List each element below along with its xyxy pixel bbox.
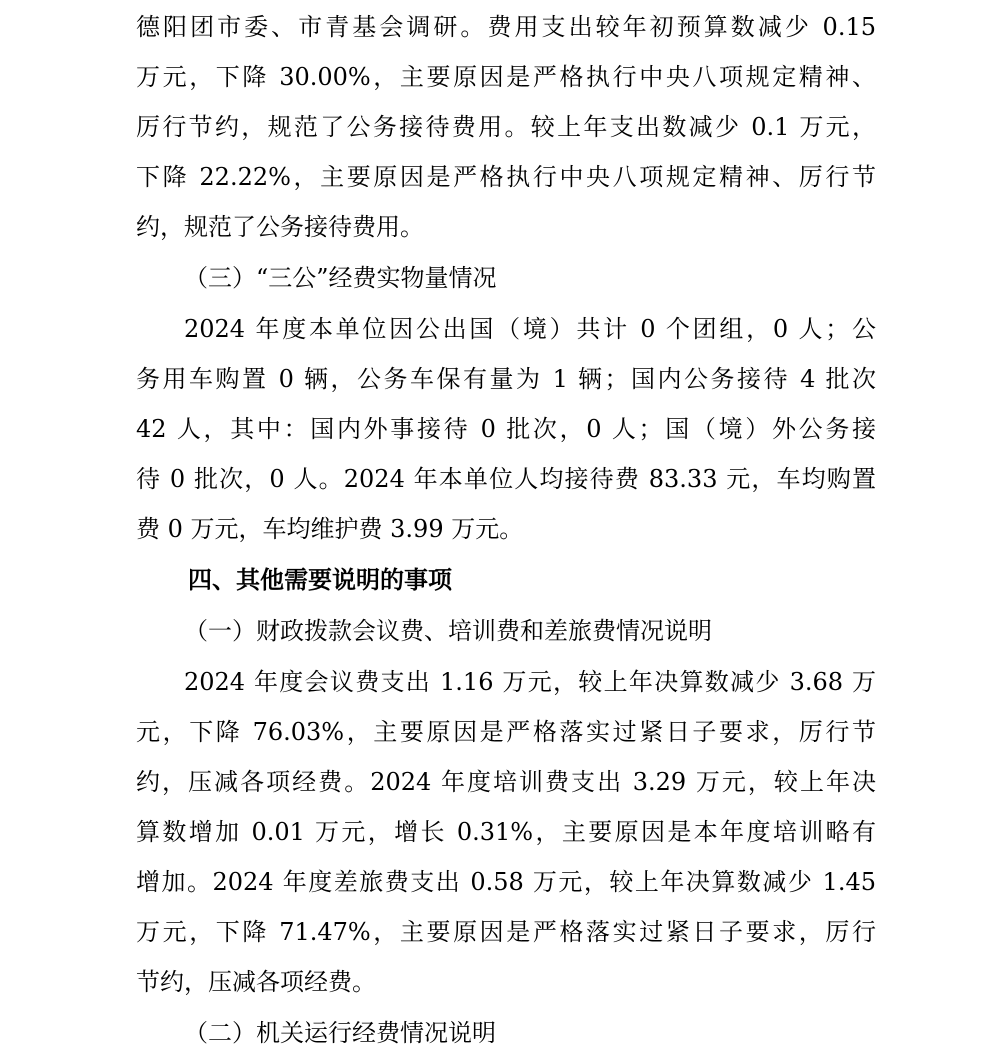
paragraph-line: 2024 年度本单位因公出国（境）共计 0 个团组，0 人；公 xyxy=(184,315,876,343)
paragraph-line: 待 0 批次，0 人。2024 年本单位人均接待费 83.33 元，车均购置 xyxy=(136,465,876,493)
paragraph-line: 务用车购置 0 辆，公务车保有量为 1 辆；国内公务接待 4 批次 xyxy=(136,365,876,393)
paragraph-line: 万元，下降 71.47%，主要原因是严格落实过紧日子要求，厉行 xyxy=(136,918,876,946)
paragraph-line: 2024 年度会议费支出 1.16 万元，较上年决算数减少 3.68 万 xyxy=(184,668,876,696)
paragraph-line: 万元，下降 30.00%，主要原因是严格执行中央八项规定精神、 xyxy=(136,63,876,91)
paragraph-line: 下降 22.22%，主要原因是严格执行中央八项规定精神、厉行节 xyxy=(136,163,876,191)
paragraph-line: 约，压减各项经费。2024 年度培训费支出 3.29 万元，较上年决 xyxy=(136,768,876,796)
paragraph-line: 德阳团市委、市青基会调研。费用支出较年初预算数减少 0.15 xyxy=(136,13,876,41)
paragraph-line: 增加。2024 年度差旅费支出 0.58 万元，较上年决算数减少 1.45 xyxy=(136,868,876,896)
subsection-heading: （二）机关运行经费情况说明 xyxy=(184,1019,496,1047)
paragraph-line: 约，规范了公务接待费用。 xyxy=(136,213,424,241)
paragraph-line: 节约，压减各项经费。 xyxy=(136,968,376,996)
paragraph-line: 厉行节约，规范了公务接待费用。较上年支出数减少 0.1 万元， xyxy=(136,113,876,141)
paragraph-line: 算数增加 0.01 万元，增长 0.31%，主要原因是本年度培训略有 xyxy=(136,818,876,846)
paragraph-line: 元，下降 76.03%，主要原因是严格落实过紧日子要求，厉行节 xyxy=(136,718,876,746)
paragraph-line: 42 人，其中：国内外事接待 0 批次，0 人；国（境）外公务接 xyxy=(136,415,876,443)
subsection-heading: （三）“三公”经费实物量情况 xyxy=(184,264,497,292)
paragraph-line: 费 0 万元，车均维护费 3.99 万元。 xyxy=(136,515,524,543)
subsection-heading: （一）财政拨款会议费、培训费和差旅费情况说明 xyxy=(184,617,712,645)
section-title: 四、其他需要说明的事项 xyxy=(188,566,452,594)
